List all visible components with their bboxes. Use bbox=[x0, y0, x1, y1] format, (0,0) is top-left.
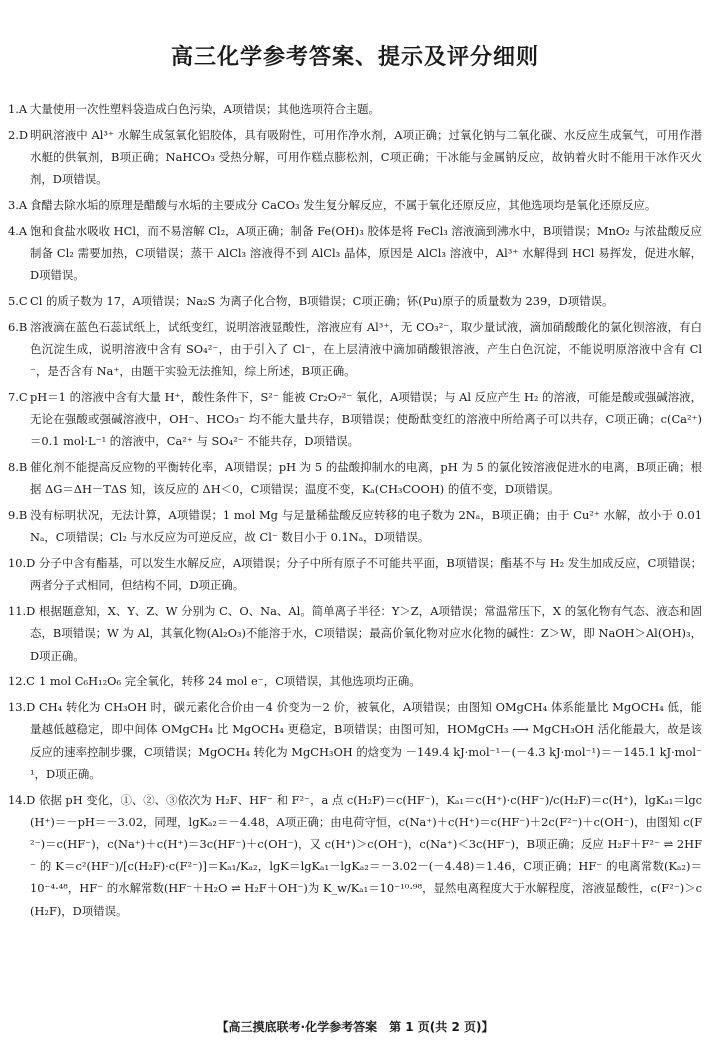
answer-text: pH＝1 的溶液中含有大量 H⁺，酸性条件下，S²⁻ 能被 Cr₂O₇²⁻ 氧化，A项错误；与 Al 反应产生 H₂ 的溶液，可能是酸或强碱溶液，无论在强酸或强碱溶液中，OH⁻、HCO₃⁻ 均不能大量共存，B项错误；使酚酞变红的溶液中所给离子可以共存，C项正确；c(Ca²⁺)＝0.1 mol·L⁻¹ 的溶液中，Ca²⁺ 与 SO₄²⁻ 不能共存，D项错误。 bbox=[30, 390, 702, 449]
answer-item bbox=[8, 124, 702, 191]
answer-number: 11.D bbox=[8, 604, 36, 619]
answer-text: 明矾溶液中 Al³⁺ 水解生成氢氧化铝胶体，具有吸附性，可用作净水剂，A项正确；过氧化钠与二氧化碳、水反应生成氧气，可用作潜水艇的供氧剂，B项正确；NaHCO₃ 受热分解，可用作糕点膨松剂，C项正确；干冰能与金属钠反应，故钠着火时不能用干冰作灭火剂，D项错误。 bbox=[30, 127, 702, 187]
answer-item bbox=[8, 290, 702, 312]
answer-text: 大量使用一次性塑料袋造成白色污染，A项错误；其他选项符合主题。 bbox=[30, 102, 380, 116]
answer-item bbox=[8, 789, 702, 922]
answer-item bbox=[8, 98, 702, 120]
answer-item bbox=[8, 316, 702, 383]
answer-number: 4.A bbox=[8, 223, 28, 238]
answer-number: 6.B bbox=[8, 319, 28, 334]
answer-item bbox=[8, 552, 702, 596]
answer-item bbox=[8, 696, 702, 785]
answer-number: 3.A bbox=[8, 198, 28, 212]
page-title: 高三化学参考答案、提示及评分细则 bbox=[170, 45, 539, 70]
answer-number: 2.D bbox=[8, 127, 29, 142]
answer-text: 依据 pH 变化，①、②、③依次为 H₂F、HF⁻ 和 F²⁻，a 点 c(H₂F)＝c(HF⁻)，Kₐ₁＝c(H⁺)·c(HF⁻)/c(H₂F)＝c(H⁺)，lgKₐ₁＝lgc(H⁺)＝－pH＝－3.02，同理，lgKₐ₂＝－4.48，A项正确；由电荷守恒，c(Na⁺)＋c(H⁺)＝c(HF⁻)＋2c(F²⁻)＋c(OH⁻)，由图知 c(F²⁻)＝c(HF⁻)，c(Na⁺)＋c(H⁺)＝3c(HF⁻)＋c(OH⁻)，又 c(H⁺)＞c(OH⁻)，c(Na⁺)＜3c(HF⁻)，B项正确；反应 H₂F＋F²⁻ ⇌ 2HF⁻ 的 K＝c²(HF⁻)/[c(H₂F)·c(F²⁻)]＝Kₐ₁/Kₐ₂，lgK＝lgKₐ₁－lgKₐ₂＝－3.02－(－4.48)＝1.46，C项正确；HF⁻ 的电离常数(Kₐ₂)＝10⁻⁴·⁴⁸，HF⁻ 的水解常数(HF⁻＋H₂O ⇌ H₂F＋OH⁻)为 K_w/Kₐ₁＝10⁻¹⁰·⁹⁸，显然电离程度大于水解程度，溶液显酸性，c(F²⁻)＞c(H₂F)，D项错误。 bbox=[30, 792, 703, 918]
answer-number: 8.B bbox=[8, 460, 28, 475]
answer-item bbox=[8, 504, 702, 548]
answer-text: 根据题意知，X、Y、Z、W 分别为 C、O、Na、Al。简单离子半径：Y＞Z，A项错误；常温常压下，X 的氢化物有气态、液态和固态，B项错误；W 为 Al，其氧化物(Al₂O₃)不能溶于水，C项错误；最高价氧化物对应水化物的碱性：Z＞W，即 NaOH＞Al(OH)₃，D项正确。 bbox=[30, 604, 702, 663]
answer-text: 1 mol C₆H₁₂O₆ 完全氧化，转移 24 mol e⁻，C项错误，其他选项均正确。 bbox=[39, 674, 421, 689]
answer-item bbox=[8, 386, 702, 453]
page-footer: 【高三摸底联考·化学参考答案 第 1 页(共 2 页)】 bbox=[216, 1020, 494, 1034]
answer-number: 13.D bbox=[8, 700, 36, 715]
answer-item bbox=[8, 456, 702, 500]
answer-number: 9.B bbox=[8, 508, 28, 523]
answer-item bbox=[8, 194, 702, 216]
answer-text: 溶液滴在蓝色石蕊试纸上，试纸变红，说明溶液显酸性，溶液应有 Al³⁺，无 CO₃²⁻，取少量试液，滴加硝酸酸化的氯化钡溶液，有白色沉淀生成，说明溶液中含有 SO₄²⁻，由于引入了 Cl⁻，在上层清液中滴加硝酸银溶液，产生白色沉淀，不能说明原溶液中含有 Cl⁻，是否含有 Na⁺，由题干实验无法推知，综上所述，B项正确。 bbox=[30, 319, 702, 379]
answer-text: 没有标明状况，无法计算，A项错误；1 mol Mg 与足量稀盐酸反应转移的电子数为 2Nₐ，B项正确；由于 Cu²⁺ 水解，故小于 0.01Nₐ，C项错误；Cl₂ 与水反应为可逆反应，故 Cl⁻ 数目小于 0.1Nₐ，D项错误。 bbox=[30, 508, 702, 545]
answer-text: 食醋去除水垢的原理是醋酸与水垢的主要成分 CaCO₃ 发生复分解反应，不属于氧化还原反应，其他选项均是氧化还原反应。 bbox=[30, 198, 657, 212]
answer-item bbox=[8, 220, 702, 287]
answer-list bbox=[8, 98, 702, 925]
answer-number: 10.D bbox=[8, 556, 36, 571]
answer-text: 饱和食盐水吸收 HCl，而不易溶解 Cl₂，A项正确；制备 Fe(OH)₃ 胶体是将 FeCl₃ 溶液滴到沸水中，B项错误；MnO₂ 与浓盐酸反应制备 Cl₂ 需要加热，C项错误；蒸干 AlCl₃ 溶液得不到 AlCl₃ 晶体，原因是 AlCl₃ 溶液中，Al³⁺ 水解得到 HCl 易挥发，促进水解，D项错误。 bbox=[30, 223, 702, 283]
answer-number: 1.A bbox=[8, 102, 28, 116]
answer-number: 12.C bbox=[8, 674, 35, 689]
answer-text: CH₄ 转化为 CH₃OH 时，碳元素化合价由－4 价变为－2 价，被氧化，A项错误；由图知 OMgCH₄ 体系能量比 MgOCH₄ 低，能量越低越稳定，即中间体 OMgCH₄ 比 MgOCH₄ 更稳定，B项错误；由图可知，HOMgCH₃ ⟶ MgCH₃OH 活化能最大，故是该反应的速率控制步骤，C项错误；MgOCH₄ 转化为 MgCH₃OH 的焓变为 －149.4 kJ·mol⁻¹－(－4.3 kJ·mol⁻¹)＝－145.1 kJ·mol⁻¹，D项正确。 bbox=[30, 700, 702, 781]
answer-item bbox=[8, 670, 702, 692]
answer-text: Cl 的质子数为 17，A项错误；Na₂S 为离子化合物，B项错误；C项正确；钚(Pu)原子的质量数为 239，D项错误。 bbox=[30, 294, 614, 308]
answer-number: 14.D bbox=[8, 792, 36, 807]
answer-number: 7.C bbox=[8, 390, 28, 404]
answer-text: 分子中含有酯基，可以发生水解反应，A项错误；分子中所有原子不可能共平面，B项错误；酯基不与 H₂ 发生加成反应，C项错误；两者分子式相同，但结构不同，D项正确。 bbox=[30, 556, 702, 593]
answer-number: 5.C bbox=[8, 294, 28, 308]
answer-item bbox=[8, 600, 702, 667]
answer-text: 催化剂不能提高反应物的平衡转化率，A项错误；pH 为 5 的盐酸抑制水的电离，pH 为 5 的氯化铵溶液促进水的电离，B项正确；根据 ΔG＝ΔH－TΔS 知，该反应的 ΔH＜0，C项错误；温度不变，Kₐ(CH₃COOH) 的值不变，D项错误。 bbox=[30, 460, 702, 497]
